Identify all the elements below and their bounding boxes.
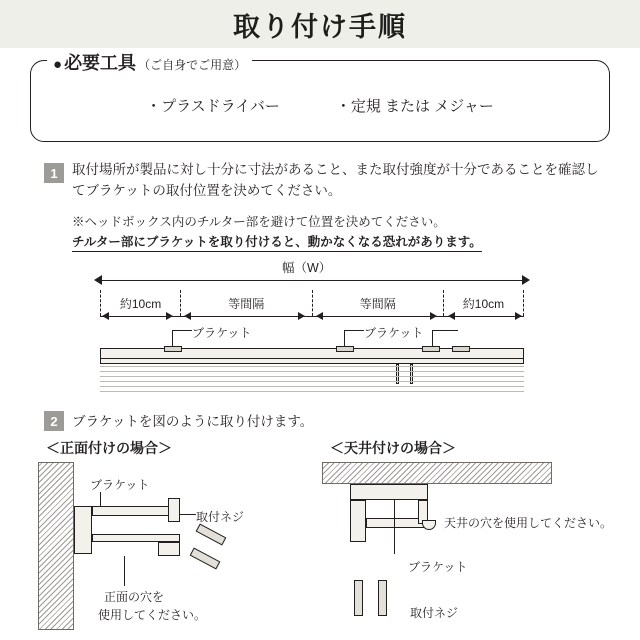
- tool-item-screwdriver: ・プラスドライバー: [146, 98, 280, 115]
- ceiling-hatch: [322, 462, 552, 484]
- arrow-right-icon: [522, 275, 530, 285]
- segment-label-right-margin: 約10cm: [443, 290, 524, 316]
- screw-label: 取付ネジ: [196, 510, 245, 524]
- bracket-top-arm: [92, 506, 180, 516]
- step-1-badge: 1: [44, 163, 64, 183]
- bracket-label-left: ブラケット: [192, 326, 252, 340]
- front-hole-note-line2: 使用してください。: [98, 608, 207, 622]
- tool-item-ruler: ・定規 または メジャー: [335, 98, 494, 115]
- slat-line: [100, 391, 524, 392]
- required-tools-box: [30, 53, 610, 142]
- arrow-right-icon: [166, 312, 173, 320]
- slat-line: [100, 371, 524, 372]
- bracket-label-right: ブラケット: [364, 326, 424, 340]
- required-tools-list: [31, 95, 609, 116]
- arrow-right-icon: [515, 312, 522, 320]
- wall-hatch: [38, 462, 74, 630]
- leader-line: [100, 492, 101, 506]
- segment-label-left-margin: 約10cm: [100, 290, 180, 316]
- bracket-label: ブラケット: [90, 478, 150, 492]
- leader-line: [172, 330, 192, 331]
- bullet-icon: ●: [53, 56, 63, 73]
- leader-line: [394, 500, 395, 554]
- width-label: 幅（W）: [282, 261, 332, 275]
- segment-label-equal-1: 等間隔: [180, 290, 311, 316]
- segment-label-equal-2: 等間隔: [312, 290, 443, 316]
- required-tools-subtitle: （ご自身でご用意）: [138, 58, 247, 72]
- arrow-left-icon: [184, 312, 191, 320]
- segment-arrow-group: [100, 311, 524, 322]
- step-1-text: 取付場所が製品に対し十分に寸法があること、また取付強度が十分であることを確認してブラケットの取付位置を決めてください。: [72, 162, 599, 198]
- ceiling-mount-heading: ＜天井付けの場合＞: [330, 440, 456, 456]
- arrow-right-icon: [430, 312, 437, 320]
- width-dimension-line: [100, 280, 524, 281]
- slat-line: [100, 376, 524, 377]
- arrow-left-icon: [102, 312, 109, 320]
- leader-line: [432, 330, 458, 331]
- page-title: 取り付け手順: [233, 11, 407, 42]
- bracket-icon: [452, 346, 470, 352]
- bracket-label: ブラケット: [408, 560, 468, 574]
- slat-line: [100, 366, 524, 367]
- bracket-plate: [74, 506, 92, 554]
- diagram-front-mount: [38, 462, 310, 630]
- diagram-width-layout: [92, 258, 532, 398]
- screw-label: 取付ネジ: [410, 606, 459, 620]
- arrow-left-icon: [316, 312, 323, 320]
- step-1-warning: チルター部にブラケットを取り付けると、動かなくなる恐れがあります。: [72, 232, 482, 252]
- step-1-note: ※ヘッドボックス内のチルター部を避けて位置を決めてください。: [72, 215, 446, 229]
- bracket-icon: [422, 346, 440, 352]
- bracket-icon: [336, 346, 354, 352]
- slat-line: [100, 381, 524, 382]
- leader-line: [124, 556, 125, 586]
- slat-line: [100, 386, 524, 387]
- leader-line: [180, 514, 196, 515]
- bracket-hook-curve: [422, 520, 436, 530]
- bracket-top-plate: [350, 484, 428, 500]
- front-hole-note-line1: 正面の穴を: [104, 590, 165, 604]
- front-mount-heading: ＜正面付けの場合＞: [46, 440, 172, 456]
- slat-group: [100, 366, 524, 392]
- step-2-text: ブラケットを図のように取り付けます。: [72, 414, 314, 429]
- bracket-hook: [168, 498, 180, 522]
- arrow-right-icon: [298, 312, 305, 320]
- leader-line: [344, 330, 364, 331]
- arrow-left-icon: [448, 312, 455, 320]
- step-2-badge: 2: [44, 411, 64, 431]
- diagram-ceiling-mount: [322, 462, 612, 630]
- bracket-back-plate: [350, 500, 366, 542]
- headrail-edge: [100, 358, 524, 359]
- required-tools-heading: [47, 49, 252, 75]
- bracket-bottom-arm: [92, 534, 180, 542]
- arrow-left-icon: [94, 275, 102, 285]
- bracket-foot: [158, 542, 180, 556]
- page-title-bar: [0, 0, 640, 48]
- required-tools-title: 必要工具: [64, 53, 137, 73]
- ceiling-hole-note: 天井の穴を使用してください。: [444, 516, 613, 530]
- bracket-icon: [164, 346, 182, 352]
